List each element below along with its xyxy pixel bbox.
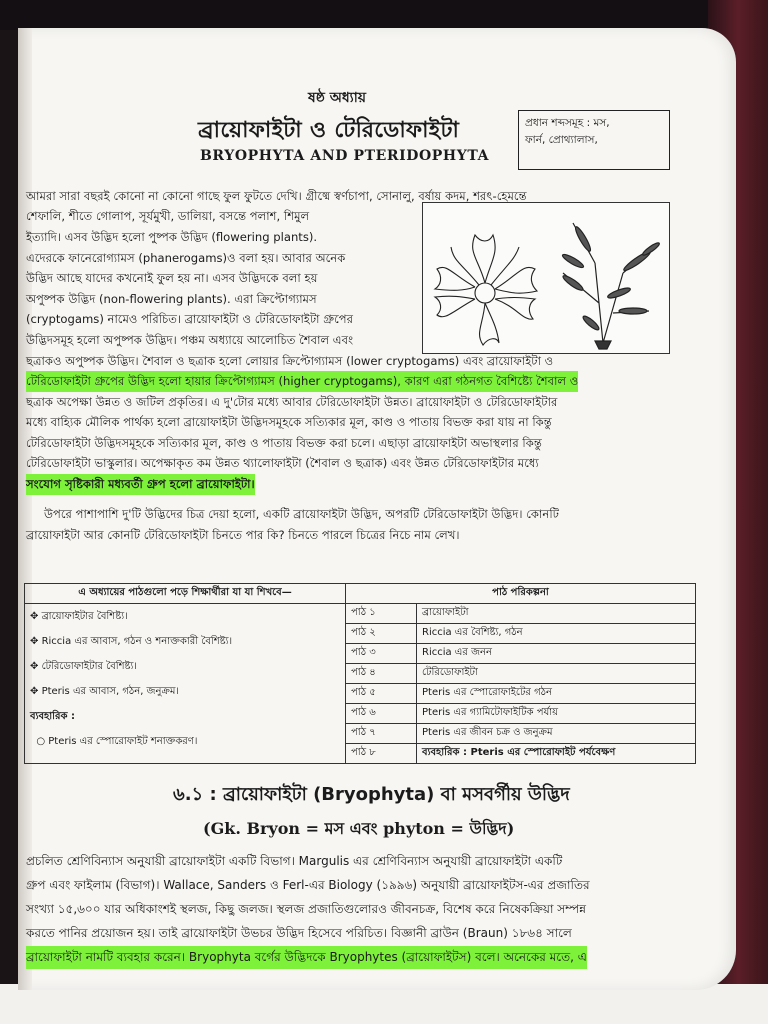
objective-item: ✥ Riccia এর আবাস, গঠন ও শনাক্তকারী বৈশিষ্ট্য। [30, 636, 233, 647]
background-top [0, 0, 768, 30]
text-line: ব্রায়োফাইটা আর কোনটি টেরিডোফাইটা চিনতে পার কি? চিনতে পারলে চিত্রের নিচে নাম লেখ। [26, 528, 460, 542]
lesson-no: পাঠ ২ [346, 624, 417, 644]
objective-item: ✥ Pteris এর আবাস, গঠন, জনুক্রম। [30, 686, 179, 697]
lesson-no: পাঠ ৬ [346, 704, 417, 724]
text-line: সংখ্যা ১৫,৬০০ যার অধিকাংশই স্থলজ, কিছু জলজ। স্থলজ প্রজাতিগুলোরও জীবনচক্র, বিশেষ করে নিষেকক্রিয়া সম্পন্ন [26, 902, 586, 916]
text-line-highlighted: সংযোগ সৃষ্টিকারী মধ্যবর্তী গ্রুপ হলো ব্রায়োফাইটা। [26, 474, 255, 495]
text-line: প্রচলিত শ্রেণিবিন্যাস অনুযায়ী ব্রায়োফাইটা একটি বিভাগ। Margulis এর শ্রেণিবিন্যাস অনুযায়ী ব্রায়োফাইটা একটি [26, 854, 563, 868]
section-subtitle: (Gk. Bryon = মস এবং phyton = উদ্ভিদ) [203, 819, 515, 838]
objectives-header: এ অধ্যায়ের পাঠগুলো পড়ে শিক্ষার্থীরা যা যা শিখবে— [25, 584, 346, 604]
chapter-title-en: BRYOPHYTA AND PTERIDOPHYTA [200, 148, 490, 164]
lesson-topic: ব্রায়োফাইটা [417, 604, 696, 624]
text-line: উদ্ভিদসমূহ হলো অপুষ্পক উদ্ভিদ। পঞ্চম অধ্যায়ে আলোচিত শৈবাল এবং [26, 333, 354, 347]
lesson-topic: Pteris এর জীবন চক্র ও জনুক্রম [417, 724, 696, 744]
text-line: (cryptogams) নামেও পরিচিত। ব্রায়োফাইটা ও টেরিডোফাইটা গ্রুপের [26, 312, 354, 326]
text-line-highlighted: ব্রায়োফাইটা নামটি ব্যবহার করেন। Bryophyta বর্গের উদ্ভিদকে Bryophytes (ব্রায়োফাইটস) বলে। অনেকের মতে, এ [26, 946, 587, 969]
lesson-table [24, 583, 696, 764]
keywords-box [518, 110, 670, 170]
lesson-topic: Riccia এর জনন [417, 644, 696, 664]
keywords-line: প্রধান শব্দসমূহ : মস, [525, 117, 610, 129]
objective-item: ✥ টেরিডোফাইটার বৈশিষ্ট্য। [30, 661, 138, 672]
book-page [18, 28, 736, 990]
text-line: করতে পানির প্রয়োজন হয়। তাই ব্রায়োফাইটা উভচর উদ্ভিদ হিসেবে পরিচিত। বিজ্ঞানী ব্রাউন (Braun) ১৮৬৪ সালে [26, 926, 572, 940]
practical-item: ○ Pteris এর স্পোরোফাইট শনাক্তকরণ। [30, 736, 198, 747]
text-line: ছত্রাকও অপুষ্পক উদ্ভিদ। শৈবাল ও ছত্রাক হলো লোয়ার ক্রিপ্টোগ্যামস (lower cryptogams) এবং ব্রায়োফাইটা ও [26, 354, 554, 368]
lesson-topic: Pteris এর স্পোরোফাইটের গঠন [417, 684, 696, 704]
text-line: টেরিডোফাইটা উদ্ভিদসমূহকে সত্যিকার মূল, কাণ্ড ও পাতায় বিভক্ত করা চলে। এছাড়া ব্রায়োফাইটা অভাস্থলার কিন্তু [26, 436, 542, 450]
lesson-no: পাঠ ৩ [346, 644, 417, 664]
lesson-no: পাঠ ১ [346, 604, 417, 624]
text-line: শেফালি, শীতে গোলাপ, সূর্যমুখী, ডালিয়া, বসন্তে পলাশ, শিমুল [26, 209, 310, 223]
lesson-no: পাঠ ৪ [346, 664, 417, 684]
page-binding-edge [18, 28, 32, 990]
lesson-plan-header: পাঠ পরিকল্পনা [346, 584, 696, 604]
plant-illustration [422, 202, 670, 354]
section-title: ৬.১ : ব্রায়োফাইটা (Bryophyta) বা মসবর্গীয় উদ্ভিদ [173, 784, 570, 805]
chapter-label: ষষ্ঠ অধ্যায় [308, 90, 367, 106]
text-line: এদেরকে ফানেরোগ্যামস (phanerogams)ও বলা হয়। আবার অনেক [26, 251, 346, 265]
lesson-topic: ব্যবহারিক : Pteris এর স্পোরোফাইট পর্যবেক্ষণ [417, 744, 696, 764]
text-line: উদ্ভিদ আছে যাদের কখনোই ফুল হয় না। এসব উদ্ভিদকে বলা হয় [26, 271, 318, 285]
objective-item: ✥ ব্রায়োফাইটার বৈশিষ্ট্য। [30, 611, 128, 622]
text-line: টেরিডোফাইটা ভাস্কুলার। অপেক্ষাকৃত কম উন্নত থ্যালোফাইটা (শৈবাল ও ছত্রাক) এবং উন্নত টেরিডোফাইটার মধ্যে [26, 456, 539, 470]
text-line-highlighted: টেরিডোফাইটা গ্রুপের উদ্ভিদ হলো হায়ার ক্রিপ্টোগ্যামস (higher cryptogams), কারণ এরা গঠনগত বৈশিষ্ট্যে শৈবাল ও [26, 371, 578, 392]
lesson-no: পাঠ ৫ [346, 684, 417, 704]
text-line: ছত্রাক অপেক্ষা উন্নত ও জটিল প্রকৃতির। এ দু'টোর মধ্যে আবার টেরিডোফাইটা উন্নত। ব্রায়োফাইটা ও টেরিডোফাইটার [26, 395, 558, 409]
text-line: মধ্যে বাহ্যিক মৌলিক পার্থক্য হলো ব্রায়োফাইটা উদ্ভিদসমূহকে সত্যিকার মূল, কাণ্ড ও পাতায় বিভক্ত করা যায় না কিন্তু [26, 415, 552, 429]
pteris-fern-drawing [561, 223, 661, 349]
text-line: গ্রুপ এবং ফাইলাম (বিভাগ)। Wallace, Sanders ও Ferl-এর Biology (১৯৯৬) অনুযায়ী ব্রায়োফাইটস-এর প্রজাতির [26, 878, 590, 892]
riccia-thallus-drawing [435, 235, 537, 345]
text-line: অপুষ্পক উদ্ভিদ (non-flowering plants). এরা ক্রিপ্টোগ্যামস [26, 292, 317, 306]
lesson-topic: Pteris এর গ্যামিটোফাইটিক পর্যায় [417, 704, 696, 724]
lesson-topic: Riccia এর বৈশিষ্ট্য, গঠন [417, 624, 696, 644]
lesson-no: পাঠ ৮ [346, 744, 417, 764]
lesson-topic: টেরিডোফাইটা [417, 664, 696, 684]
text-line: উপরে পাশাপাশি দু'টি উদ্ভিদের চিত্র দেয়া হলো, একটি ব্রায়োফাইটা উদ্ভিদ, অপরটি টেরিডোফাইটা উদ্ভিদ। কোনটি [44, 507, 559, 521]
objectives-list [25, 604, 346, 764]
lesson-no: পাঠ ৭ [346, 724, 417, 744]
practical-label: ব্যবহারিক : [30, 711, 76, 722]
text-line: আমরা সারা বছরই কোনো না কোনো গাছে ফুল ফুটতে দেখি। গ্রীষ্মে স্বর্ণচাপা, সোনালু, বর্ষায় কদম, শরৎ-হেমন্তে [26, 189, 527, 203]
chapter-title-bn: ব্রায়োফাইটা ও টেরিডোফাইটা [198, 118, 460, 143]
background-bottom [0, 984, 768, 1024]
keywords-line: ফার্ন, প্রোথ্যালাস, [525, 134, 598, 146]
text-line: ইত্যাদি। এসব উদ্ভিদ হলো পুষ্পক উদ্ভিদ (flowering plants). [26, 230, 318, 244]
